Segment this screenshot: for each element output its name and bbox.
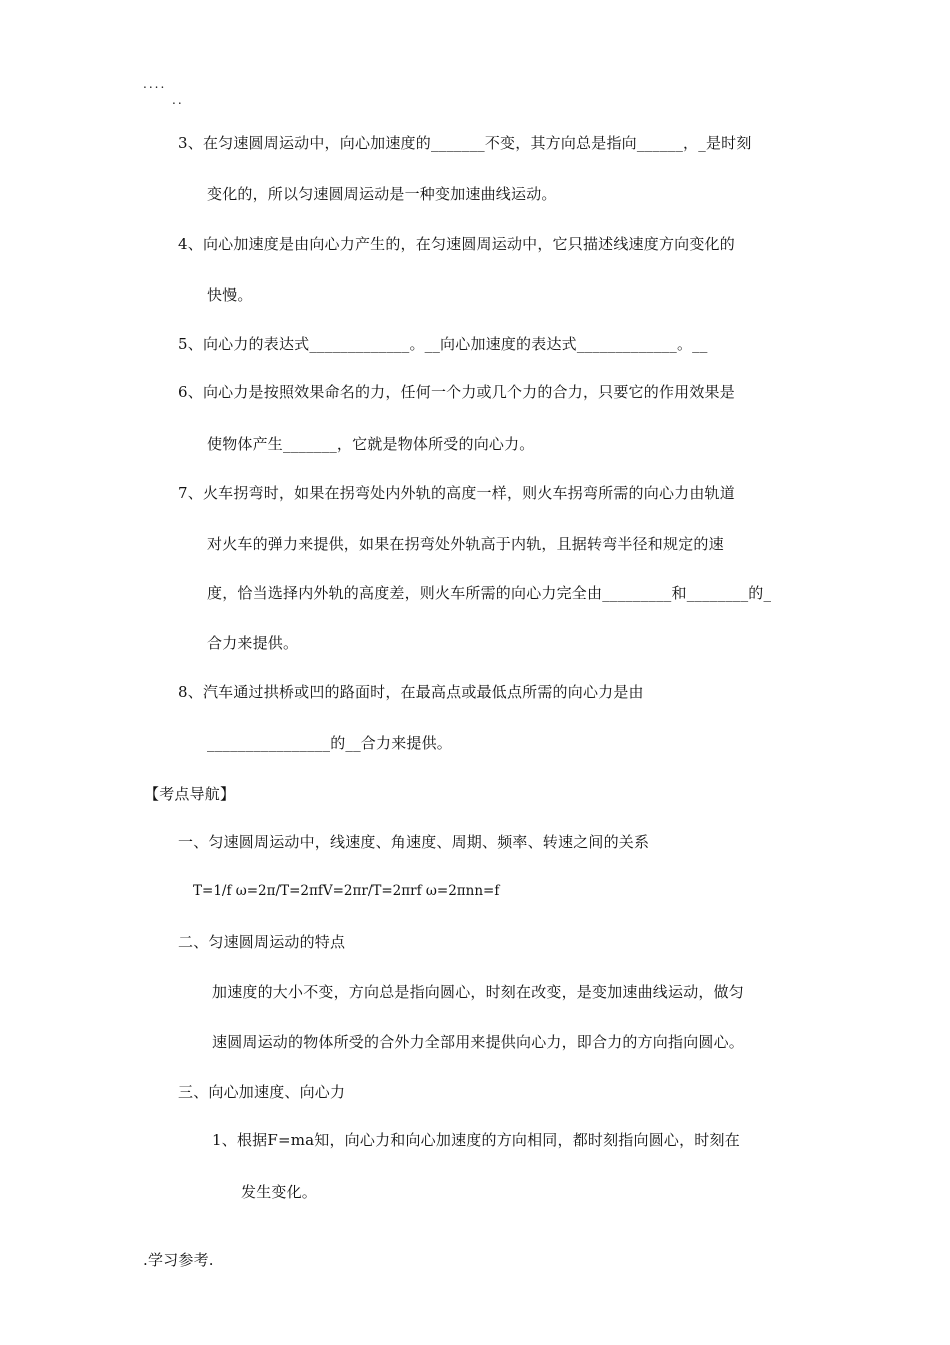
- item-7-line-3: 度，恰当选择内外轨的高度差，则火车所需的向心力完全由_________和________的_: [207, 584, 772, 602]
- guide-section-1-title: 一、匀速圆周运动中，线速度、角速度、周期、频率、转速之间的关系: [178, 833, 650, 851]
- guide-section-2-line-2: 速圆周运动的物体所受的合外力全部用来提供向心力，即合力的方向指向圆心。: [212, 1033, 745, 1051]
- item-7-line-2: 对火车的弹力来提供，如果在拐弯处外轨高于内轨，且据转弯半径和规定的速: [207, 535, 724, 553]
- item-8-line-2: ________________的__合力来提供。: [207, 734, 453, 752]
- header-dots-2: ..: [172, 93, 184, 107]
- item-7-line-4: 合力来提供。: [207, 634, 299, 652]
- item-8-line-1: 8、汽车通过拱桥或凹的路面时，在最高点或最低点所需的向心力是由: [178, 683, 644, 701]
- item-7-line-1: 7、火车拐弯时，如果在拐弯处内外轨的高度一样，则火车拐弯所需的向心力由轨道: [178, 484, 735, 502]
- guide-section-3-point-1-line-2: 发生变化。: [241, 1183, 318, 1201]
- item-4-line-1: 4、向心加速度是由向心力产生的，在匀速圆周运动中，它只描述线速度方向变化的: [178, 235, 735, 253]
- item-5-line-1: 5、向心力的表达式_____________。__向心加速度的表达式_____________。__: [178, 335, 708, 353]
- item-4-line-2: 快慢。: [207, 286, 253, 304]
- item-3-line-2: 变化的，所以匀速圆周运动是一种变加速曲线运动。: [207, 185, 557, 203]
- item-6-line-1: 6、向心力是按照效果命名的力，任何一个力或几个力的合力，只要它的作用效果是: [178, 383, 735, 401]
- header-dots-1: ....: [143, 77, 167, 91]
- guide-section-2-title: 二、匀速圆周运动的特点: [178, 933, 346, 951]
- guide-section-1-formula: T=1/f ω=2π/T=2πfV=2πr/T=2πrf ω=2πnn=f: [193, 883, 500, 899]
- guide-heading: 【考点导航】: [144, 785, 236, 803]
- guide-section-3-title: 三、向心加速度、向心力: [178, 1083, 346, 1101]
- item-3-line-1: 3、在匀速圆周运动中，向心加速度的_______不变，其方向总是指向______，_是时刻: [178, 134, 752, 152]
- page-footer: .学习参考.: [143, 1251, 214, 1269]
- guide-section-2-line-1: 加速度的大小不变，方向总是指向圆心，时刻在改变，是变加速曲线运动，做匀: [212, 983, 745, 1001]
- item-6-line-2: 使物体产生_______，它就是物体所受的向心力。: [207, 435, 535, 453]
- guide-section-3-point-1-line-1: 1、根据F=ma知，向心力和向心加速度的方向相同，都时刻指向圆心，时刻在: [212, 1131, 740, 1149]
